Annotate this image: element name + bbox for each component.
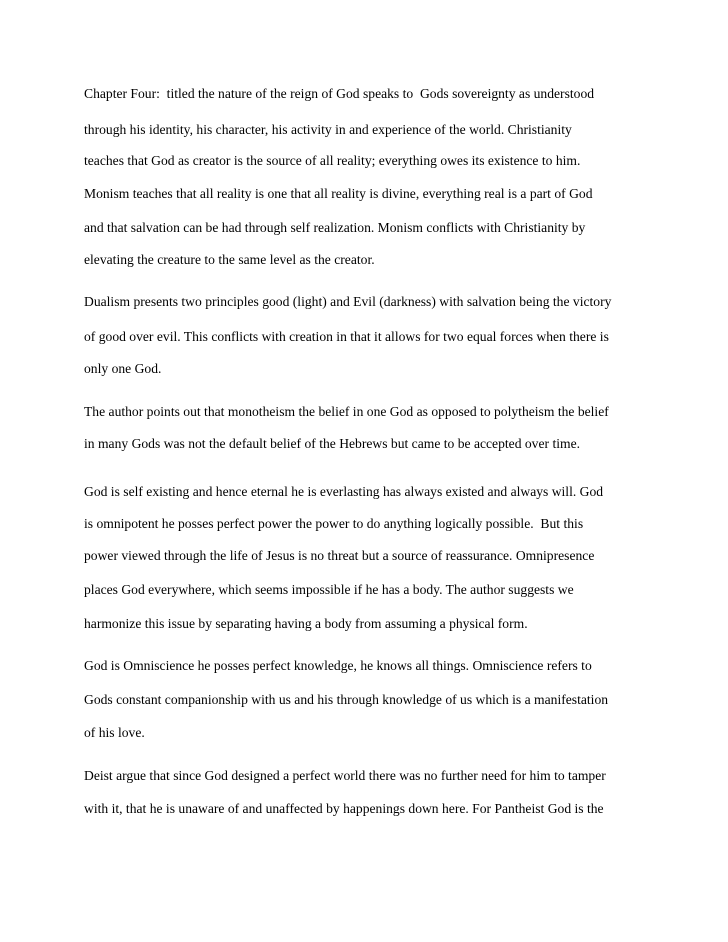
text-line: places God everywhere, which seems impossible if he has a body. The author suggests we (84, 582, 574, 597)
text-line: in many Gods was not the default belief of the Hebrews but came to be accepted over time. (84, 436, 580, 451)
text-line: The author points out that monotheism the belief in one God as opposed to polytheism the belief (84, 404, 609, 419)
text-line: and that salvation can be had through self realization. Monism conflicts with Christianity by (84, 220, 586, 235)
text-line: through his identity, his character, his activity in and experience of the world. Christianity (84, 122, 572, 137)
text-line: of his love. (84, 725, 145, 740)
text-line: elevating the creature to the same level as the creator. (84, 252, 375, 267)
text-line: power viewed through the life of Jesus is no threat but a source of reassurance. Omnipresence (84, 548, 595, 563)
text-line: Dualism presents two principles good (light) and Evil (darkness) with salvation being the victory (84, 294, 612, 309)
text-line: of good over evil. This conflicts with creation in that it allows for two equal forces when there is (84, 329, 609, 344)
text-line: with it, that he is unaware of and unaffected by happenings down here. For Pantheist God is the (84, 801, 604, 816)
text-line: Gods constant companionship with us and his through knowledge of us which is a manifestation (84, 692, 609, 707)
text-line: Chapter Four: titled the nature of the reign of God speaks to Gods sovereignty as understood (84, 86, 595, 101)
text-line: Deist argue that since God designed a perfect world there was no further need for him to tamper (84, 768, 606, 783)
text-line: only one God. (84, 361, 162, 376)
text-line: is omnipotent he posses perfect power the power to do anything logically possible. But this (84, 516, 584, 531)
text-line: Monism teaches that all reality is one that all reality is divine, everything real is a part of God (84, 186, 593, 201)
text-line: God is self existing and hence eternal he is everlasting has always existed and always will. God (84, 484, 604, 499)
text-line: harmonize this issue by separating having a body from assuming a physical form. (84, 616, 528, 631)
text-line: teaches that God as creator is the source of all reality; everything owes its existence to him. (84, 153, 581, 168)
text-line: God is Omniscience he posses perfect knowledge, he knows all things. Omniscience refers to (84, 658, 592, 673)
